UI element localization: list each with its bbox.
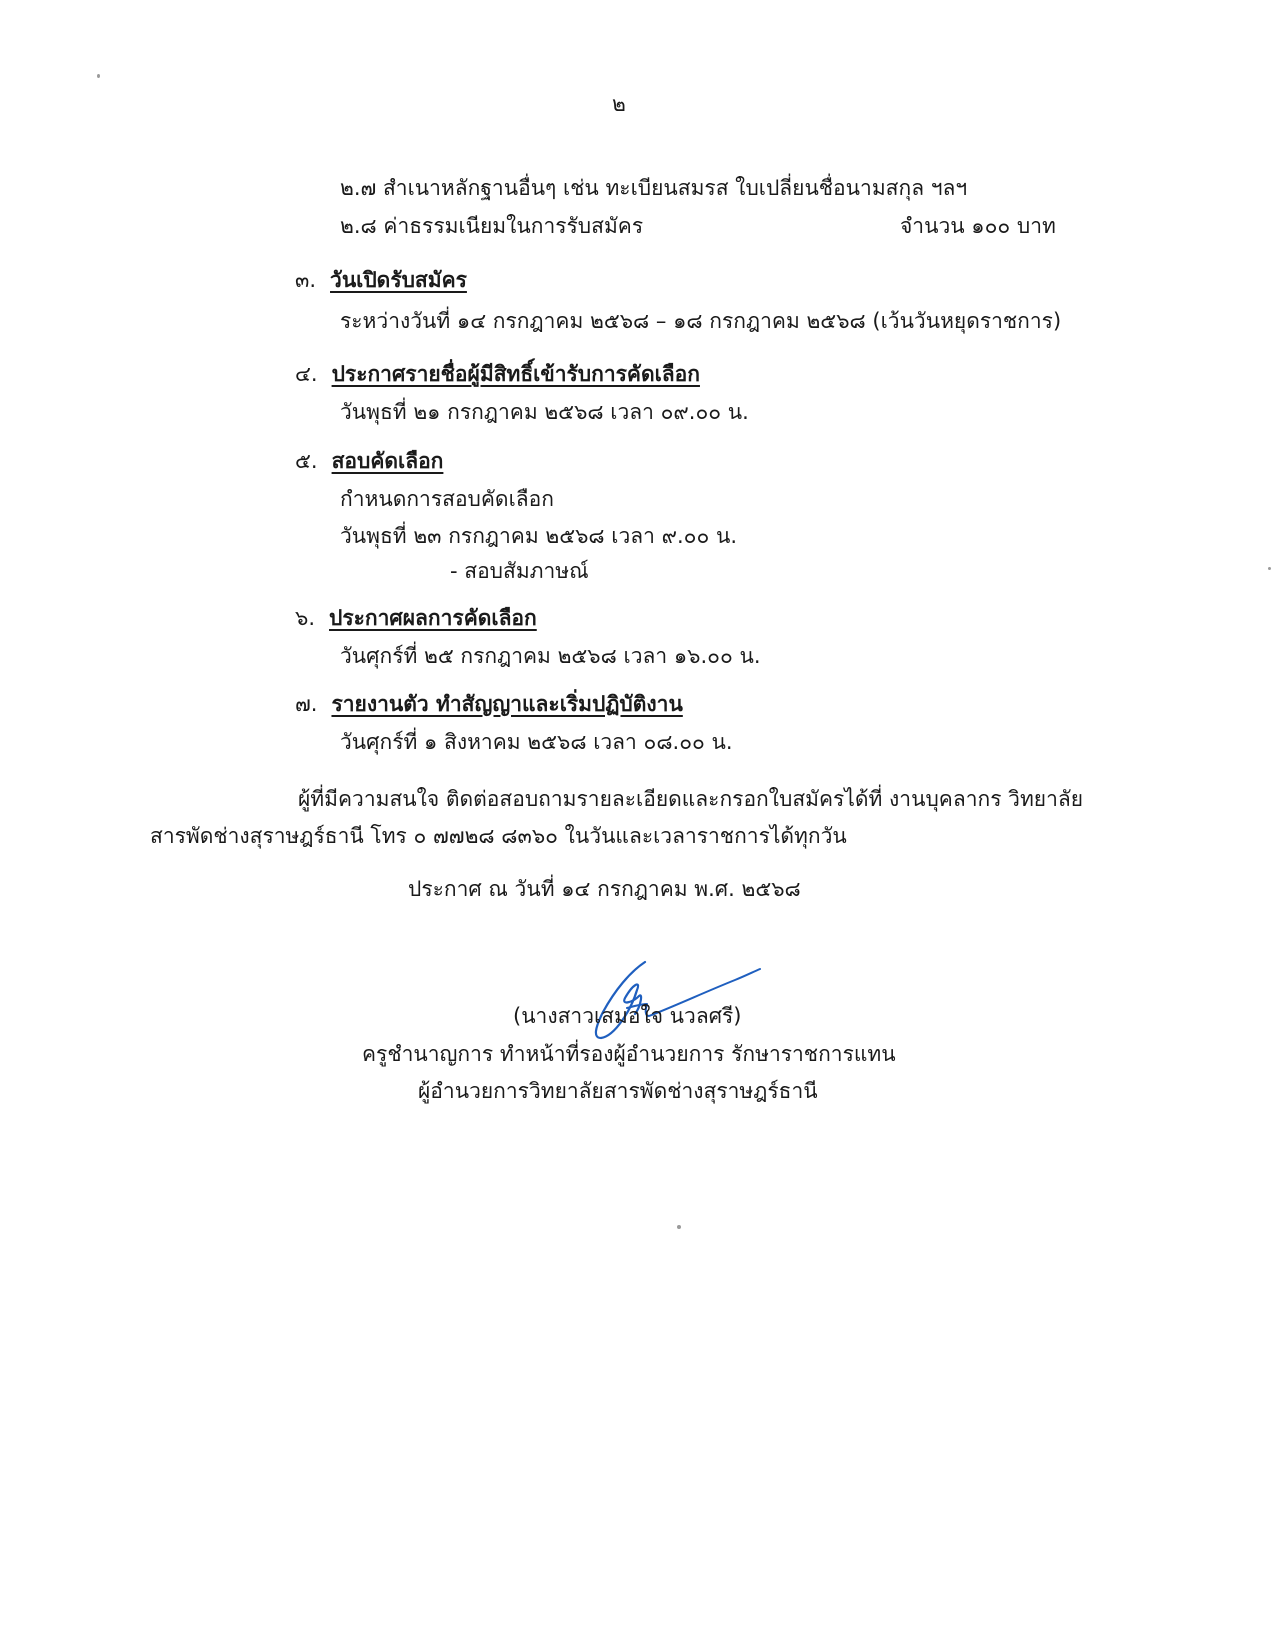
section-4-number: ๔. <box>295 362 318 386</box>
scan-speck <box>677 1225 681 1229</box>
section-5-line-3: - สอบสัมภาษณ์ <box>450 559 589 583</box>
section-4-line-1: วันพุธที่ ๒๑ กรกฎาคม ๒๕๖๘ เวลา ๐๙.๐๐ น. <box>340 400 749 424</box>
section-5-line-2: วันพุธที่ ๒๓ กรกฎาคม ๒๕๖๘ เวลา ๙.๐๐ น. <box>340 524 738 548</box>
section-6-heading <box>295 604 537 632</box>
section-3-title: วันเปิดรับสมัคร <box>330 268 467 292</box>
signatory-position-1: ครูชำนาญการ ทำหน้าที่รองผู้อำนวยการ รักษาราชการแทน <box>362 1042 896 1066</box>
section-3-line-1: ระหว่างวันที่ ๑๔ กรกฎาคม ๒๕๖๘ – ๑๘ กรกฎาคม ๒๕๖๘ (เว้นวันหยุดราชการ) <box>340 309 1062 333</box>
page-number: ๒ <box>612 92 626 116</box>
signatory-name: (นางสาวเสมอใจ นวลศรี) <box>513 1004 742 1028</box>
section-5-heading <box>295 447 443 475</box>
section-6-title: ประกาศผลการคัดเลือก <box>329 606 537 630</box>
section-7-number: ๗. <box>295 692 318 716</box>
section-7-line-1: วันศุกร์ที่ ๑ สิงหาคม ๒๕๖๘ เวลา ๐๘.๐๐ น. <box>340 730 733 754</box>
item-2-8-label: ๒.๘ ค่าธรรมเนียมในการรับสมัคร <box>340 214 644 238</box>
section-6-number: ๖. <box>295 606 316 630</box>
section-4-heading <box>295 360 700 388</box>
signature-image <box>575 950 775 1050</box>
section-4-title: ประกาศรายชื่อผู้มีสิทธิ์เข้ารับการคัดเลือก <box>331 362 700 386</box>
announcement-date: ประกาศ ณ วันที่ ๑๔ กรกฎาคม พ.ศ. ๒๕๖๘ <box>408 877 801 901</box>
contact-line-2: สารพัดช่างสุราษฎร์ธานี โทร ๐ ๗๗๒๘ ๘๓๖๐ ในวันและเวลาราชการได้ทุกวัน <box>150 824 847 848</box>
section-6-line-1: วันศุกร์ที่ ๒๕ กรกฎาคม ๒๕๖๘ เวลา ๑๖.๐๐ น. <box>340 644 761 668</box>
item-2-8-amount: จำนวน ๑๐๐ บาท <box>900 214 1056 238</box>
item-2-7: ๒.๗ สำเนาหลักฐานอื่นๆ เช่น ทะเบียนสมรส ใบเปลี่ยนชื่อนามสกุล ฯลฯ <box>340 176 968 200</box>
section-7-heading <box>295 690 683 718</box>
section-5-number: ๕. <box>295 449 318 473</box>
section-5-title: สอบคัดเลือก <box>331 449 444 473</box>
contact-line-1: ผู้ที่มีความสนใจ ติดต่อสอบถามรายละเอียดและกรอกใบสมัครได้ที่ งานบุคลากร วิทยาลัย <box>298 787 1084 811</box>
scan-speck <box>97 74 100 78</box>
section-3-number: ๓. <box>295 268 317 292</box>
signatory-position-2: ผู้อำนวยการวิทยาลัยสารพัดช่างสุราษฎร์ธานี <box>418 1079 818 1103</box>
section-5-line-1: กำหนดการสอบคัดเลือก <box>340 487 554 511</box>
scan-speck <box>1268 567 1271 570</box>
section-3-heading <box>295 266 467 294</box>
section-7-title: รายงานตัว ทำสัญญาและเริ่มปฏิบัติงาน <box>331 692 683 716</box>
